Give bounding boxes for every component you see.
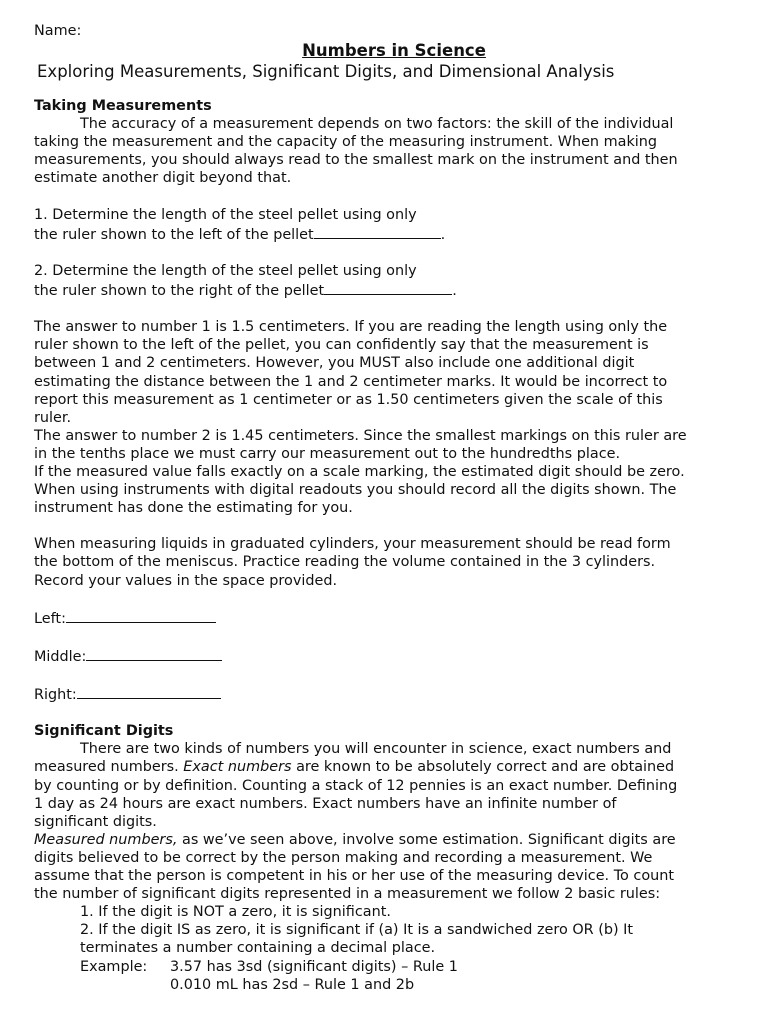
- right-cylinder-blank[interactable]: [77, 684, 221, 699]
- sigdigits-line: assume that the person is competent in his or her use of the measuring device. To count: [34, 868, 675, 885]
- middle-cylinder-label: Middle:: [34, 648, 87, 665]
- answers-line: When using instruments with digital readouts you should record all the digits shown. The: [34, 482, 677, 499]
- question-2-prompt: the ruler shown to the right of the pellet .: [34, 280, 734, 300]
- answers-line: between 1 and 2 centimeters. However, you MUST also include one additional digit: [34, 355, 635, 372]
- middle-cylinder-blank[interactable]: [86, 646, 222, 661]
- page-title: Numbers in Science: [302, 41, 486, 61]
- measurements-intro-line: measurements, you should always read to the smallest mark on the instrument and then: [34, 152, 678, 169]
- name-label: Name:: [34, 23, 82, 39]
- example-label: Example:: [80, 958, 148, 975]
- cylinders-line: When measuring liquids in graduated cylinders, your measurement should be read form: [34, 536, 671, 553]
- sigdigits-line: the number of significant digits represented in a measurement we follow 2 basic rules:: [34, 886, 661, 903]
- answers-line: in the tenths place we must carry our measurement out to the hundredths place.: [34, 445, 621, 462]
- measurements-intro-line: estimate another digit beyond that.: [34, 170, 292, 187]
- example-2: 0.010 mL has 2sd – Rule 1 and 2b: [170, 976, 415, 993]
- answers-line: ruler shown to the left of the pellet, you can confidently say that the measurement is: [34, 337, 649, 354]
- rule-2-continued: terminates a number containing a decimal place.: [80, 940, 436, 957]
- sigdigits-line: Measured numbers, as we’ve seen above, involve some estimation. Significant digits are: [34, 831, 676, 848]
- question-1-line: 1. Determine the length of the steel pellet using only: [34, 206, 417, 223]
- question-1-prompt: the ruler shown to the left of the pellet .: [34, 224, 734, 244]
- measurements-intro-line: taking the measurement and the capacity of the measuring instrument. When making: [34, 134, 658, 151]
- page-subtitle: Exploring Measurements, Significant Digits, and Dimensional Analysis: [37, 62, 615, 82]
- answers-line: report this measurement as 1 centimeter or as 1.50 centimeters given the scale of this: [34, 391, 663, 408]
- right-cylinder-label: Right:: [34, 687, 77, 704]
- answers-line: If the measured value falls exactly on a scale marking, the estimated digit should be zero.: [34, 463, 685, 480]
- sigdigits-line: There are two kinds of numbers you will encounter in science, exact numbers and: [80, 741, 672, 758]
- answers-line: estimating the distance between the 1 and 2 centimeter marks. It would be incorrect to: [34, 373, 668, 390]
- section-heading-significant-digits: Significant Digits: [34, 723, 174, 740]
- left-cylinder-blank[interactable]: [66, 608, 216, 623]
- right-cylinder-field: [34, 684, 734, 704]
- section-heading-measurements: Taking Measurements: [34, 98, 212, 115]
- left-cylinder-field: [34, 608, 734, 628]
- measured-numbers-term: Measured numbers,: [34, 831, 178, 848]
- sigdigits-line: significant digits.: [34, 813, 157, 830]
- worksheet-page: [34, 22, 734, 994]
- answers-line: The answer to number 2 is 1.45 centimeters. Since the smallest markings on this ruler are: [34, 427, 687, 444]
- measurements-intro-line: The accuracy of a measurement depends on two factors: the skill of the individual: [80, 116, 674, 133]
- sigdigits-line: 1 day as 24 hours are exact numbers. Exact numbers have an infinite number of: [34, 795, 617, 812]
- cylinders-line: Record your values in the space provided.: [34, 572, 338, 589]
- exact-numbers-term: Exact numbers: [183, 759, 292, 776]
- question-1-answer-blank[interactable]: [314, 224, 441, 239]
- cylinders-line: the bottom of the meniscus. Practice reading the volume contained in the 3 cylinders.: [34, 554, 656, 571]
- sigdigits-line: measured numbers. Exact numbers are known to be absolutely correct and are obtained: [34, 759, 675, 776]
- answers-line: The answer to number 1 is 1.5 centimeters. If you are reading the length using only the: [34, 319, 668, 336]
- sigdigits-line: by counting or by definition. Counting a stack of 12 pennies is an exact number. Defining: [34, 777, 678, 794]
- example-1: Example: 3.57 has 3sd (significant digits) – Rule 1: [80, 958, 458, 975]
- question-2-answer-blank[interactable]: [324, 280, 452, 295]
- sigdigits-line: digits believed to be correct by the person making and recording a measurement. We: [34, 849, 653, 866]
- answers-line: ruler.: [34, 409, 72, 426]
- left-cylinder-label: Left:: [34, 610, 66, 627]
- middle-cylinder-field: [34, 646, 734, 666]
- answers-line: instrument has done the estimating for you.: [34, 500, 353, 517]
- rule-2: 2. If the digit IS as zero, it is significant if (a) It is a sandwiched zero OR (b) It: [80, 922, 634, 939]
- rule-1: 1. If the digit is NOT a zero, it is significant.: [80, 904, 391, 921]
- question-2-line: 2. Determine the length of the steel pellet using only: [34, 262, 417, 279]
